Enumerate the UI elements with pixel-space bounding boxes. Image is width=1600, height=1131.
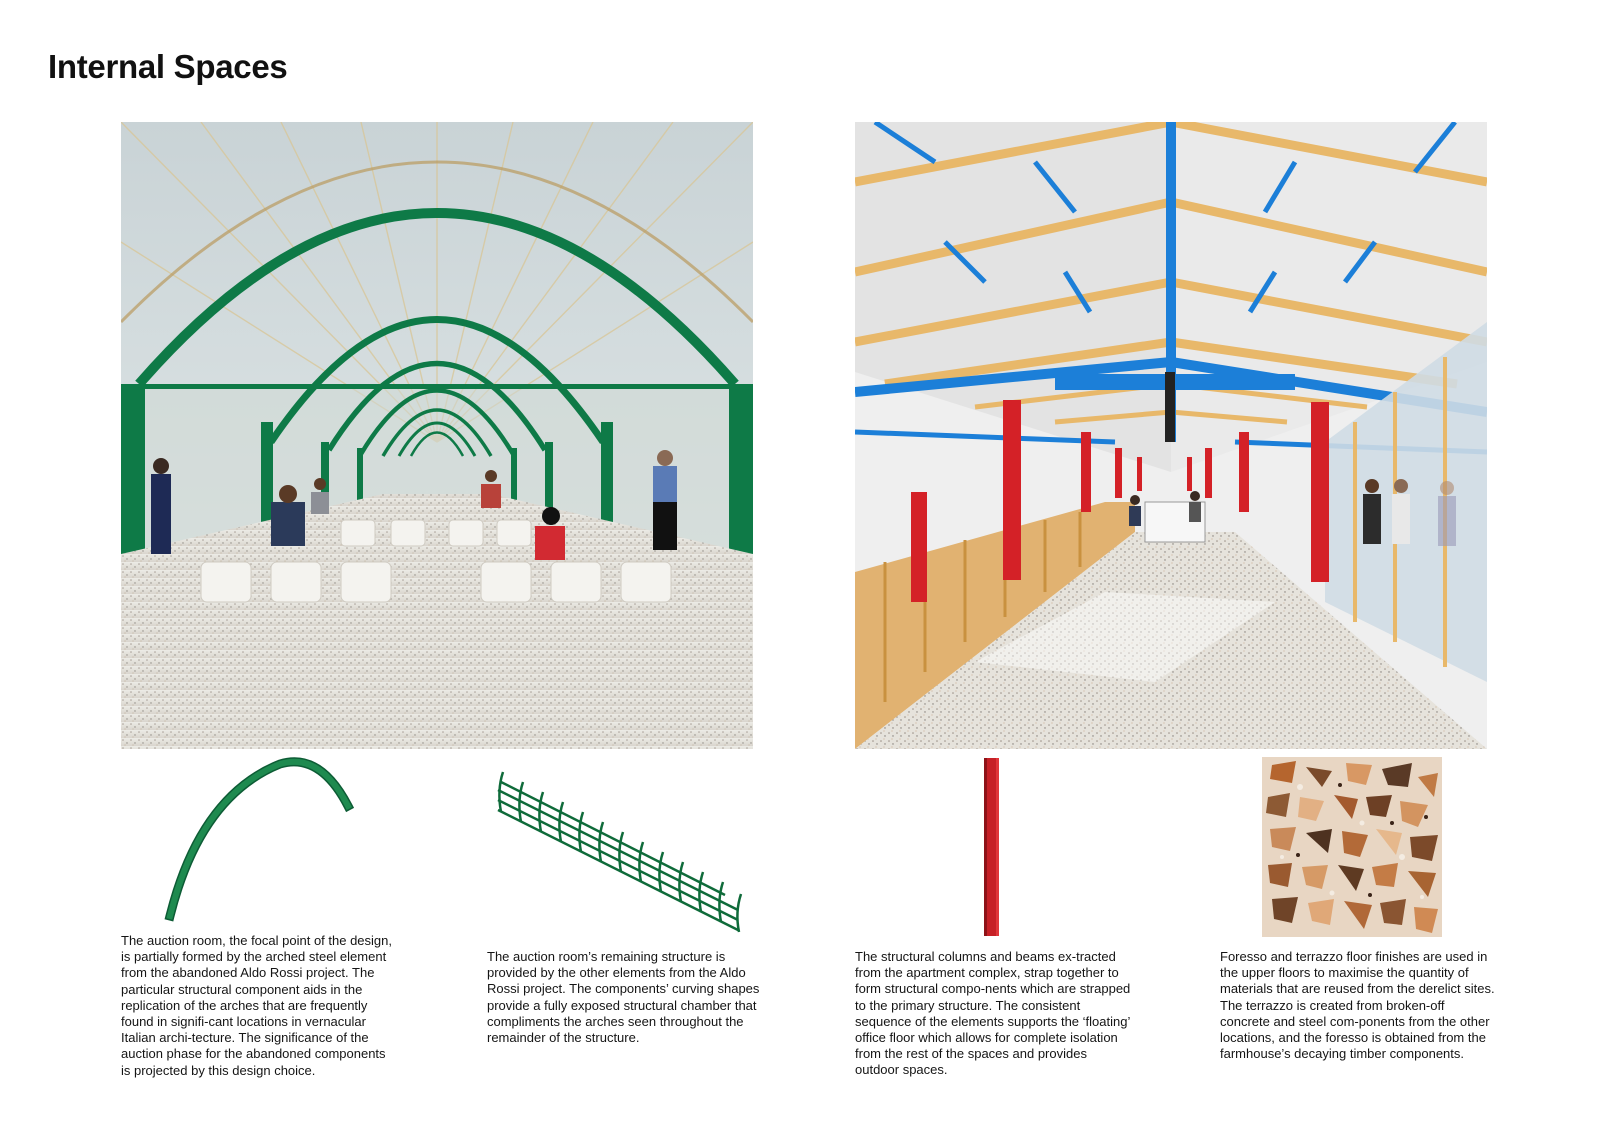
terrazzo-swatch bbox=[1262, 757, 1442, 937]
remaining-structure-caption: The auction room’s remaining structure is provided by the other elements from the Aldo Rossi project. The components’ curving shapes provide a fully exposed structural chamber that compliments the arches seen throughout the remainder of the structure. bbox=[487, 949, 760, 1046]
columns-beams-caption: The structural columns and beams ex-tracted from the apartment complex, strap together to form structural compo-nents which are strapped to the primary structure. The consistent sequence of the elements supports the ‘floating’ office floor which allows for complete isolation from the rest of the spaces and provides outdoor spaces. bbox=[855, 949, 1131, 1078]
office-floor-render bbox=[855, 122, 1487, 749]
arched-steel-element bbox=[160, 756, 360, 924]
red-steel-column bbox=[980, 756, 1002, 938]
auction-room-caption: The auction room, the focal point of the design, is partially formed by the arched steel element from the abandoned Aldo Rossi project. The particular structural component aids in the replication of the arches that are frequently found in signifi-cant locations in vernacular Italian archi-tecture. The significance of the auction phase for the abandoned components is projected by this design choice. bbox=[121, 933, 393, 1078]
auction-room-render bbox=[121, 122, 753, 749]
page-title: Internal Spaces bbox=[48, 48, 288, 85]
floor-finishes-caption: Foresso and terrazzo floor finishes are used in the upper floors to maximise the quantity of materials that are reused from the derelict sites. The terrazzo is created from broken-off concrete and steel com-ponents from the other locations, and the foresso is obtained from the farmhouse’s decaying timber components. bbox=[1220, 949, 1495, 1062]
steel-rib-structure bbox=[493, 760, 749, 938]
